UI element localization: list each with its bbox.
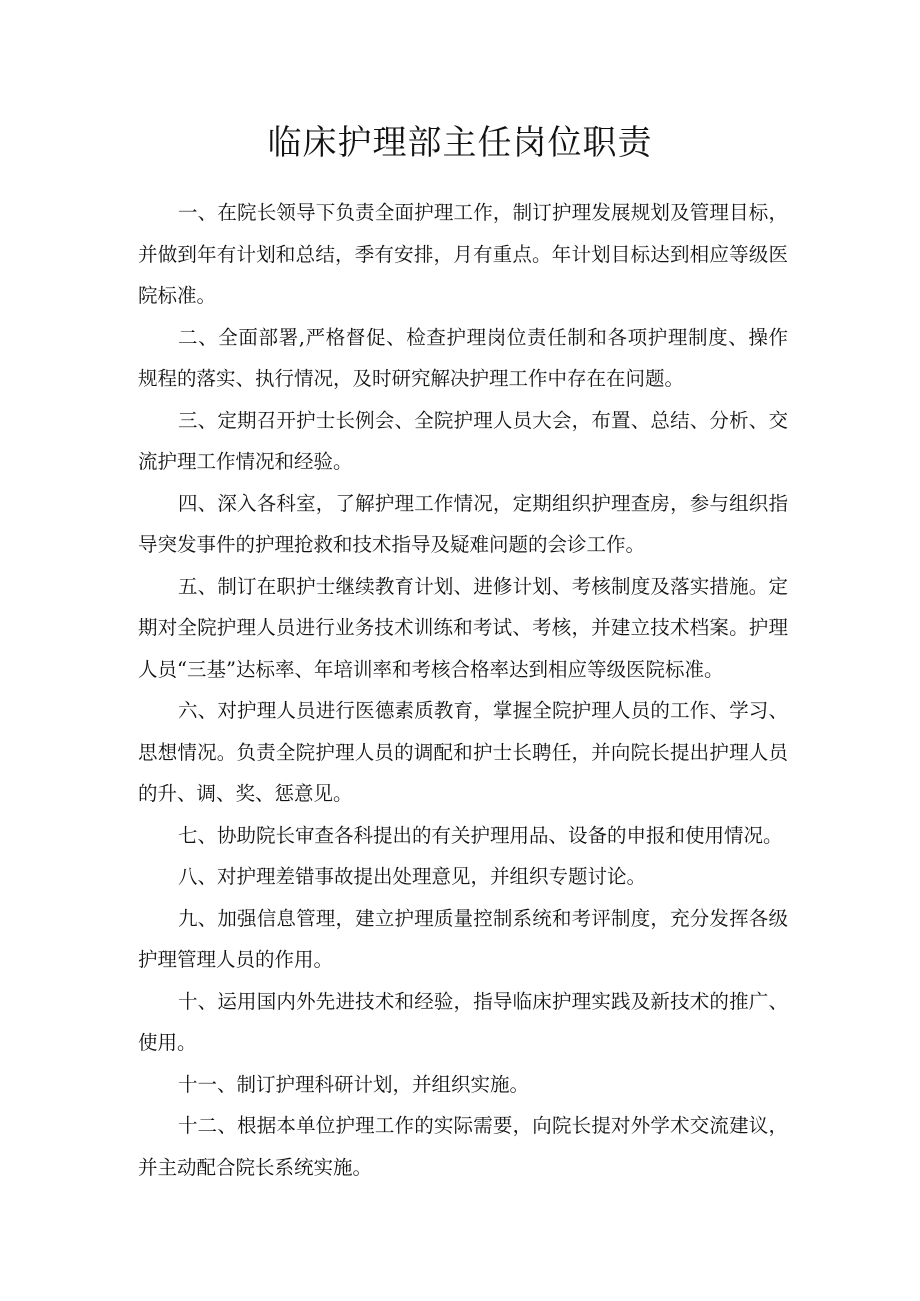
duty-paragraph-3: 三、定期召开护士长例会、全院护理人员大会，布置、总结、分析、交流护理工作情况和经验。 (138, 408, 788, 473)
duty-paragraph-2: 二、全面部署,严格督促、检查护理岗位责任制和各项护理制度、操作规程的落实、执行情况，及时研究解决护理工作中存在在问题。 (138, 325, 788, 390)
duty-paragraph-5: 五、制订在职护士继续教育计划、进修计划、考核制度及落实措施。定期对全院护理人员进行业务技术训练和考试、考核，并建立技术档案。护理人员“三基”达标率、年培训率和考核合格率达到相应等级医院标准。 (138, 574, 788, 681)
duty-paragraph-10: 十、运用国内外先进技术和经验，指导临床护理实践及新技术的推广、使用。 (138, 989, 788, 1054)
duty-paragraph-4: 四、深入各科室，了解护理工作情况，定期组织护理查房，参与组织指导突发事件的护理抢救和技术指导及疑难问题的会诊工作。 (138, 491, 788, 556)
duty-paragraph-7: 七、协助院长审查各科提出的有关护理用品、设备的申报和使用情况。 (178, 823, 783, 847)
document-body (138, 192, 788, 1188)
duty-paragraph-9: 九、加强信息管理，建立护理质量控制系统和考评制度，充分发挥各级护理管理人员的作用。 (138, 906, 788, 971)
document-title: 临床护理部主任岗位职责 (267, 123, 653, 163)
duty-paragraph-8: 八、对护理差错事故提出处理意见，并组织专题讨论。 (178, 865, 647, 888)
duty-paragraph-1: 一、在院长领导下负责全面护理工作，制订护理发展规划及管理目标，并做到年有计划和总结，季有安排，月有重点。年计划目标达到相应等级医院标准。 (138, 201, 788, 307)
duty-paragraph-6: 六、对护理人员进行医德素质教育，掌握全院护理人员的工作、学习、思想情况。负责全院护理人员的调配和护士长聘任，并向院长提出护理人员的升、调、奖、惩意见。 (138, 699, 788, 805)
duty-paragraph-11: 十一、制订护理科研计划，并组织实施。 (178, 1072, 530, 1096)
duty-paragraph-12: 十二、根据本单位护理工作的实际需要，向院长提对外学术交流建议，并主动配合院长系统实施。 (138, 1114, 788, 1179)
